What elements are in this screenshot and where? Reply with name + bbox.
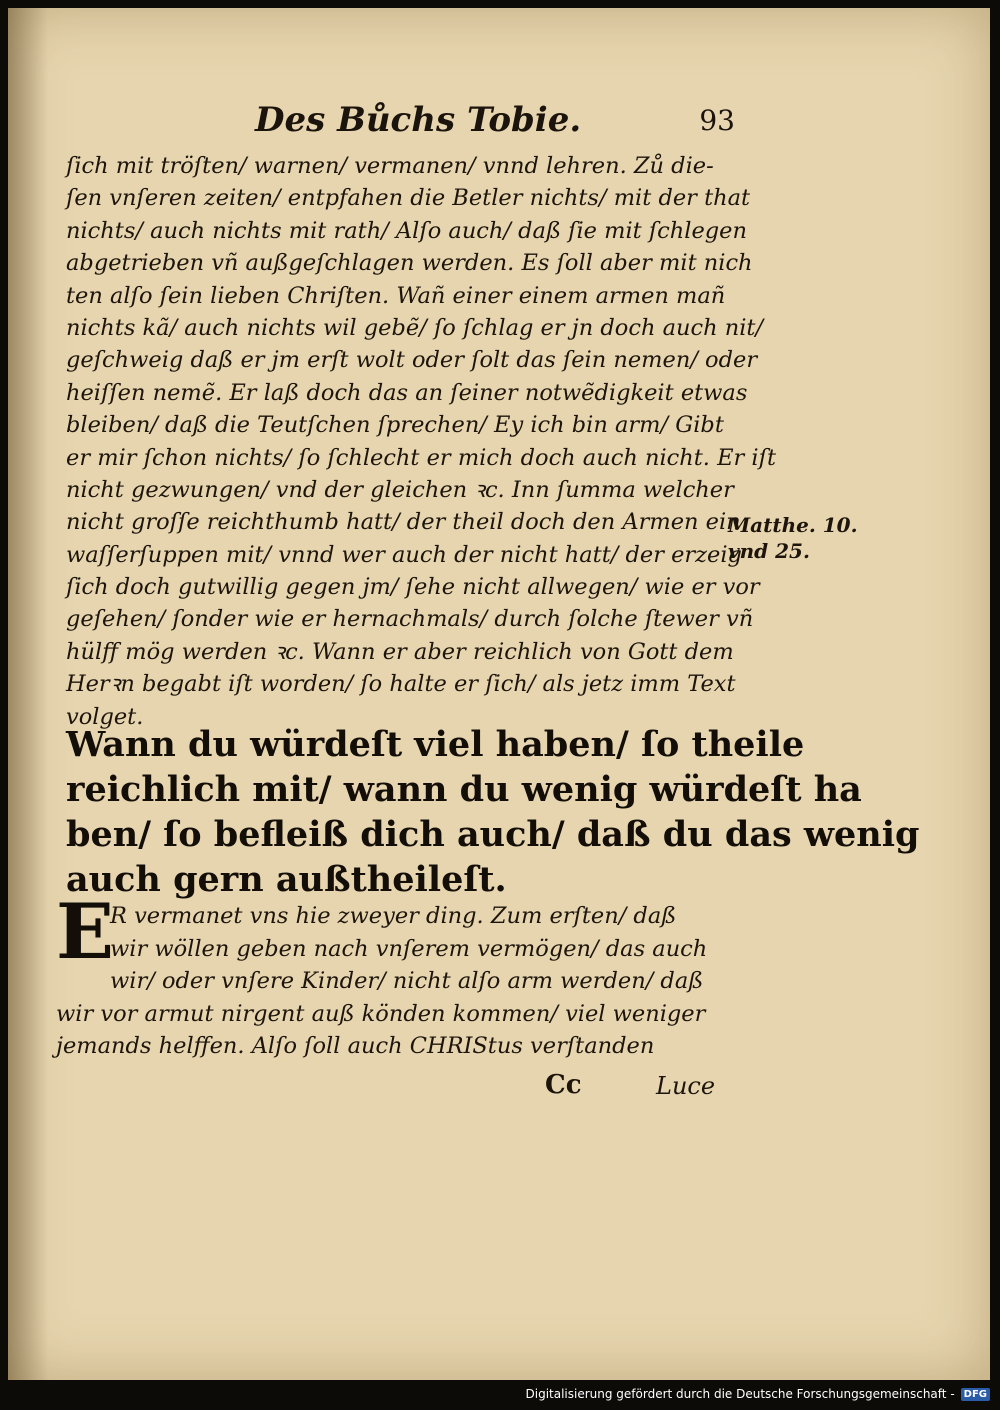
page-number: 93 [699,104,735,137]
text-line: geſehen/ ſonder wie er hernachmals/ durch ſolche ſtewer vñ [66,606,754,633]
commentary-paragraph [56,900,736,1063]
text-line: wir/ oder vnſere Kinder/ nicht alſo arm werden/ daß [110,968,704,995]
text-line: volget. [66,703,144,730]
text-line: wir vor armut nirgent auß könden kommen/ viel weniger [56,1000,706,1027]
text-line: Herꝛn begabt iſt worden/ ſo halte er ſich/ als jetz imm Text [66,671,736,698]
text-line: nichts/ auch nichts mit rath/ Alſo auch/ daß ſie mit ſchlegen [66,217,747,244]
running-title: Des Bůchs Tobie. [255,100,582,140]
running-header [255,100,735,146]
text-line: R vermanet vns hie zweyer ding. Zum erſten/ daß [110,903,677,929]
text-line: heiſſen nemẽ. Er laß doch das an ſeiner notwẽdigkeit etwas [66,379,748,406]
text-line: ten alſo ſein lieben Chriſten. Wañ einer einem armen mañ [66,282,726,309]
digitization-footer [526,1384,991,1404]
text-line: nicht gezwungen/ vnd der gleichen ꝛc. Inn ſumma welcher [66,476,734,503]
verse-line: auch gern außtheileſt. [66,859,507,900]
marginal-line: vnd 25. [728,539,810,563]
drop-capital: E [56,887,114,976]
text-line: ſich doch gutwillig gegen jm/ ſehe nicht allwegen/ wie er vor [66,574,760,601]
verse-line: Wann du würdeſt viel haben/ ſo theile [66,724,805,765]
text-line: ſen vnſeren zeiten/ entpfahen die Betler nichts/ mit der that [66,185,751,212]
marginal-reference [728,512,868,564]
catchword: Luce [656,1072,716,1100]
text-line: er mir ſchon nichts/ ſo ſchlecht er mich doch auch nicht. Er iſt [66,444,776,471]
text-line: wir wöllen geben nach vnſerem vermögen/ das auch [110,935,708,962]
text-line: nicht groſſe reichthumb hatt/ der theil doch den Armen ein [66,509,741,536]
page-gutter-shadow [8,8,48,1380]
text-line: hülff mög werden ꝛc. Wann er aber reichlich von Gott dem [66,638,734,665]
signature-mark: Cc [545,1070,582,1100]
verse-line: ben/ ſo befleiß dich auch/ daß du das wenig [66,814,920,855]
text-line: ſich mit tröſten/ warnen/ vermanen/ vnnd lehren. Zů die- [66,153,714,179]
text-line: waſſerſuppen mit/ vnnd wer auch der nicht hatt/ der erzeig [66,541,742,568]
text-line: bleiben/ daß die Teutſchen ſprechen/ Ey ich bin arm/ Gibt [66,412,724,439]
dfg-logo: DFG [961,1388,990,1401]
verse-line: reichlich mit/ wann du wenig würdeſt ha [66,769,862,810]
text-line: nichts kã/ auch nichts wil gebẽ/ ſo ſchlag er jn doch auch nit/ [66,314,764,341]
scripture-verse [66,722,920,902]
text-line: geſchweig daß er jm erſt wolt oder ſolt das ſein nemen/ oder [66,347,758,374]
funding-credit: Digitalisierung gefördert durch die Deutsche Forschungsgemeinschaft - [525,1387,955,1401]
text-line: abgetrieben vñ außgeſchlagen werden. Es ſoll aber mit nich [66,250,753,277]
text-line: jemands helffen. Alſo ſoll auch CHRIStus verſtanden [56,1033,655,1060]
marginal-line: Matthe. 10. [728,513,858,537]
